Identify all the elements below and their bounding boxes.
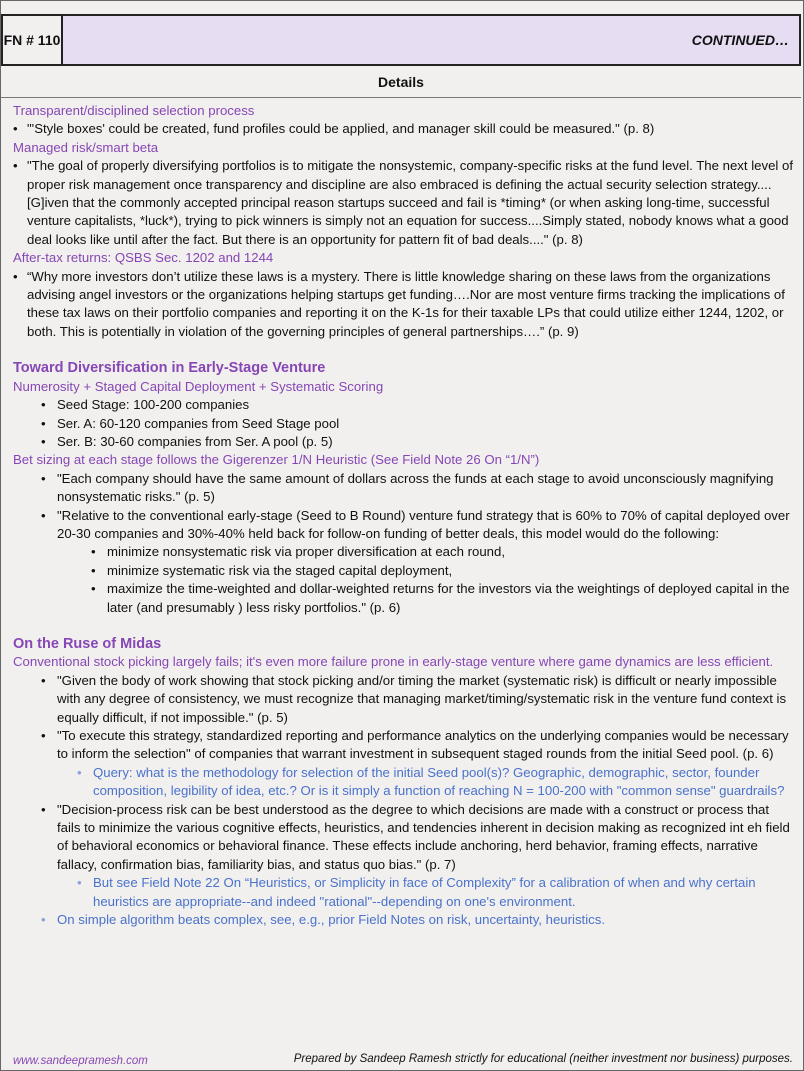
continued-label: CONTINUED… <box>63 16 799 64</box>
bullet: • "Given the body of work showing that stock picking and/or timing the market (systematic risk) is difficult or nearly impossible with any degree of consistency, we must recognize that managing market/timing/systematic risk in the venture fund context is equally difficult, if not impossible." (p. 5) <box>37 672 793 727</box>
bullet: • "Each company should have the same amount of dollars across the funds at each stage to avoid unconsciously magnifying nonsystematic risks." (p. 5) <box>37 470 793 507</box>
bullet: • Ser. B: 30-60 companies from Ser. A pool (p. 5) <box>37 433 793 451</box>
bullet: • “Why more investors don’t utilize these laws is a mystery. There is little knowledge sharing on these laws from the organizations advising angel investors or the organizations helping startups get funding….Nor are most venture firms tracking the implications of these tax laws on their portfolio companies and reporting it on the K-1s for their taxable LPs that could utilize either 1244, 1202, or both. This is potentially in violation of the governing principles of general partnerships….” (p. 9) <box>13 268 793 342</box>
subheading: Transparent/disciplined selection process <box>13 103 255 118</box>
bullet: • Ser. A: 60-120 companies from Seed Stage pool <box>37 415 793 433</box>
subheading: Conventional stock picking largely fails; it's even more failure prone in early-stage venture where game dynamics are less efficient. <box>13 654 774 670</box>
bullet: • Seed Stage: 100-200 companies <box>37 396 793 414</box>
section-title: On the Ruse of Midas <box>13 635 162 652</box>
details-heading: Details <box>1 67 801 98</box>
details-content <box>13 102 793 929</box>
sub-bullet: • minimize systematic risk via the staged capital deployment, <box>87 562 793 580</box>
section-title: Toward Diversification in Early-Stage Venture <box>13 360 326 377</box>
note-header <box>1 14 801 66</box>
comment-note: • On simple algorithm beats complex, see, e.g., prior Field Notes on risk, uncertainty, heuristics. <box>37 911 793 929</box>
website-link[interactable]: www.sandeepramesh.com <box>13 1055 148 1067</box>
subheading: Numerosity + Staged Capital Deployment + Systematic Scoring <box>13 378 384 394</box>
bullet: • "'Style boxes' could be created, fund profiles could be applied, and manager skill could be measured." (p. 8) <box>13 120 793 138</box>
subheading: Bet sizing at each stage follows the Gigerenzer 1/N Heuristic (See Field Note 26 On “1/N”) <box>13 452 540 468</box>
field-note-number: FN # 110 <box>3 16 63 64</box>
bullet: • "To execute this strategy, standardized reporting and performance analytics on the underlying companies would be necessary to inform the selection" of companies that warrant investment in subsequent staged rounds from the initial Seed pool. (p. 6) <box>37 727 793 764</box>
subheading: Managed risk/smart beta <box>13 139 159 155</box>
bullet: • "The goal of properly diversifying portfolios is to mitigate the nonsystemic, company-specific risks at the fund level. The next level of proper risk management once transparency and discipline are also embraced is defining the actual security selection strategy....[G]iven that the commonly accepted principal reason startups succeed and fail is *timing* (or when asking long-time, successful venture capitalists, *luck*), trying to pick winners is simply not an equation for success....Simply stated, nobody knows what a good deal looks like until after the fact. But there is an opportunity for pattern fit of bad deals...." (p. 8) <box>13 157 793 249</box>
sub-bullet: • minimize nonsystematic risk via proper diversification at each round, <box>87 543 793 561</box>
subheading: After-tax returns: QSBS Sec. 1202 and 1244 <box>13 250 274 266</box>
bullet: • "Decision-process risk can be best understood as the degree to which decisions are made with a construct or process that fails to minimize the various cognitive effects, heuristics, and tendencies inherent in decision making as recognized int eh field of behavioral economics or behavioral finance. These effects include anchoring, herd behavior, framing effects, narrative fallacy, confirmation bias, familiarity bias, and status quo bias." (p. 7) <box>37 801 793 875</box>
comment-note: • But see Field Note 22 On “Heuristics, or Simplicity in face of Complexity” for a calibration of when and why certain heuristics are appropriate--and indeed "rational"--depending on one's environment. <box>73 874 793 911</box>
disclaimer: Prepared by Sandeep Ramesh strictly for educational (neither investment nor business) purposes. <box>293 1053 793 1065</box>
bullet: • "Relative to the conventional early-stage (Seed to B Round) venture fund strategy that is 60% to 70% of capital deployed over 20-30 companies and 30%-40% held back for follow-on funding of better deals, this model would do the following: <box>37 507 793 544</box>
sub-bullet: • maximize the time-weighted and dollar-weighted returns for the investors via the weightings of deployed capital in the later (and presumably ) less risky portfolios." (p. 6) <box>87 580 793 617</box>
query-note: • Query: what is the methodology for selection of the initial Seed pool(s)? Geographic, demographic, sector, founder composition, legibility of idea, etc.? Or is it simply a function of reaching N = 100-200 with "common sense" guardrails? <box>73 764 793 801</box>
